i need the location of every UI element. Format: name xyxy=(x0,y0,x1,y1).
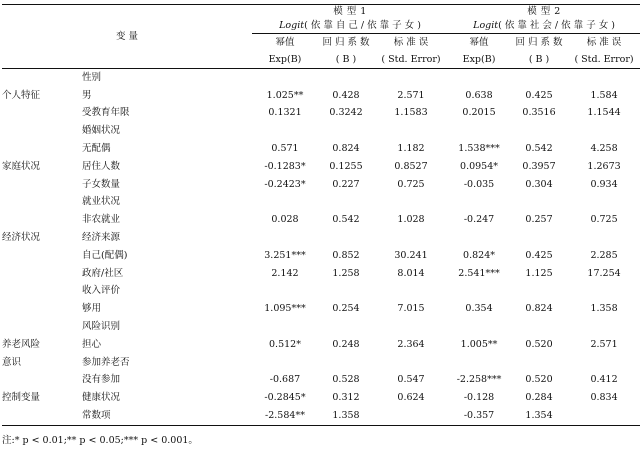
category-cell xyxy=(2,265,82,283)
table-row xyxy=(2,247,640,265)
m2-exp-cell: 2.541*** xyxy=(458,267,500,279)
m1-coef-cell xyxy=(318,318,374,336)
m2-coef-cell: 1.125 xyxy=(525,267,553,279)
m1-coef-cell: 0.3242 xyxy=(329,107,363,119)
m2-coef-cell xyxy=(510,354,568,372)
m2-exp-cell: -0.035 xyxy=(463,178,495,190)
model1-logit-label: Logit xyxy=(279,20,305,31)
m2-exp-cell xyxy=(448,194,510,212)
table-body xyxy=(2,69,640,426)
model2-logit-header xyxy=(448,19,640,34)
m1-se-cell xyxy=(374,354,448,372)
m1-se-cell: 0.547 xyxy=(397,374,425,386)
table-row xyxy=(2,105,640,123)
m1-coef-cell xyxy=(318,122,374,140)
table-row xyxy=(2,194,640,212)
m2-exp-header-bottom: Exp(B) xyxy=(448,51,510,69)
m1-coef-cell: 0.824 xyxy=(332,143,360,155)
m1-coef-cell: 1.258 xyxy=(332,267,360,279)
m2-se-cell xyxy=(568,283,640,301)
variable-header-label: 变 量 xyxy=(115,30,139,42)
m2-coef-cell: 0.425 xyxy=(525,89,553,101)
m1-coef-cell: 1.358 xyxy=(318,407,374,425)
m1-se-cell: 0.624 xyxy=(397,392,425,404)
m1-exp-cell: -0.2845* xyxy=(264,392,306,404)
m1-se-cell xyxy=(374,194,448,212)
m2-se-cell: 0.834 xyxy=(590,392,618,404)
table-row xyxy=(2,318,640,336)
m2-exp-cell: 0.824* xyxy=(463,249,495,261)
m1-se-cell xyxy=(374,407,448,425)
category-cell xyxy=(2,140,82,158)
table-row xyxy=(2,122,640,140)
table-row xyxy=(2,265,640,283)
m1-coef-header-top: 回 归 系 数 xyxy=(322,36,370,48)
table-row xyxy=(2,158,640,176)
m2-coef-cell: 0.304 xyxy=(525,178,553,190)
category-cell xyxy=(2,122,82,140)
m1-se-cell xyxy=(374,283,448,301)
m2-exp-cell: -2.258*** xyxy=(456,374,502,386)
m2-exp-cell: -0.357 xyxy=(448,407,510,425)
m2-se-cell xyxy=(568,407,640,425)
m1-se-cell: 1.028 xyxy=(397,214,425,226)
m1-coef-cell: 0.312 xyxy=(332,392,360,404)
m2-coef-cell xyxy=(510,194,568,212)
variable-cell: 无配偶 xyxy=(82,143,111,155)
m1-exp-cell: -0.2423* xyxy=(264,178,306,190)
m1-se-cell: 2.364 xyxy=(397,338,425,350)
m1-exp-cell xyxy=(252,318,318,336)
m1-coef-cell xyxy=(318,229,374,247)
m2-coef-cell: 0.3516 xyxy=(522,107,556,119)
m2-se-cell: 1.358 xyxy=(590,303,618,315)
table-row xyxy=(2,372,640,390)
table-row xyxy=(2,69,640,87)
m1-coef-header-bottom: ( B ) xyxy=(318,51,374,69)
m1-se-cell: 7.015 xyxy=(397,303,425,315)
m2-se-cell xyxy=(568,194,640,212)
m2-coef-header-bottom: ( B ) xyxy=(510,51,568,69)
variable-cell: 常数项 xyxy=(82,407,252,425)
m2-se-cell xyxy=(568,122,640,140)
m2-se-cell: 1.1544 xyxy=(587,107,621,119)
m2-exp-cell: -0.247 xyxy=(463,214,495,226)
m1-exp-cell: 1.095*** xyxy=(264,303,306,315)
variable-cell: 自己(配偶) xyxy=(82,249,128,261)
m1-exp-cell: 1.025** xyxy=(266,89,304,101)
m2-coef-cell: 0.520 xyxy=(525,338,553,350)
variable-cell: 经济来源 xyxy=(82,232,121,244)
m1-exp-cell xyxy=(252,354,318,372)
table-row xyxy=(2,176,640,194)
model2-logit-label: Logit xyxy=(473,20,499,31)
m2-exp-cell xyxy=(448,122,510,140)
m1-coef-cell: 0.428 xyxy=(332,89,360,101)
m1-coef-cell xyxy=(318,69,374,87)
m2-coef-cell: 1.354 xyxy=(510,407,568,425)
m2-se-header-bottom: ( Std. Error) xyxy=(568,51,640,69)
m2-coef-cell: 0.520 xyxy=(525,374,553,386)
table-row xyxy=(2,283,640,301)
category-cell xyxy=(2,407,82,425)
category-cell: 养老风险 xyxy=(2,338,41,350)
m1-se-header-bottom: ( Std. Error) xyxy=(374,51,448,69)
table-row xyxy=(2,229,640,247)
table-row xyxy=(2,87,640,105)
m2-se-cell xyxy=(568,69,640,87)
m1-coef-cell: 0.542 xyxy=(332,214,360,226)
m2-coef-cell: 0.824 xyxy=(525,303,553,315)
model1-logit-desc: ( 依 靠 自 己 / 依 靠 子 女 ) xyxy=(304,20,421,31)
m2-exp-cell: 0.2015 xyxy=(462,107,496,119)
m2-exp-cell: 0.354 xyxy=(465,303,493,315)
model1-header: 模 型 1 xyxy=(252,5,448,20)
variable-cell: 就业状况 xyxy=(82,196,121,208)
m2-exp-cell xyxy=(448,318,510,336)
m1-exp-cell: 3.251*** xyxy=(264,249,306,261)
model2-logit-desc: ( 依 靠 社 会 / 依 靠 子 女 ) xyxy=(498,20,615,31)
variable-cell: 子女数量 xyxy=(82,178,121,190)
model1-logit-header xyxy=(252,19,448,34)
category-cell xyxy=(2,247,82,265)
category-cell xyxy=(2,318,82,336)
m2-coef-header-top: 回 归 系 数 xyxy=(515,36,563,48)
m1-se-cell xyxy=(374,122,448,140)
m2-exp-cell: 1.005** xyxy=(460,338,498,350)
category-cell: 意识 xyxy=(2,356,22,368)
m1-se-cell xyxy=(374,318,448,336)
m1-se-cell: 1.182 xyxy=(397,143,425,155)
m1-exp-cell: -0.1283* xyxy=(264,160,306,172)
variable-cell: 参加养老否 xyxy=(82,356,130,368)
m2-se-cell xyxy=(568,318,640,336)
m2-se-cell: 0.725 xyxy=(590,214,618,226)
m2-se-cell: 17.254 xyxy=(587,267,621,279)
m1-se-cell xyxy=(374,69,448,87)
m1-exp-cell xyxy=(252,122,318,140)
variable-cell: 男 xyxy=(82,89,92,101)
m2-coef-cell: 0.425 xyxy=(525,249,553,261)
m2-se-cell xyxy=(568,354,640,372)
m2-se-cell: 2.285 xyxy=(590,249,618,261)
m1-se-cell: 8.014 xyxy=(397,267,425,279)
m1-exp-cell xyxy=(252,194,318,212)
m2-coef-cell xyxy=(510,318,568,336)
m1-exp-cell: 2.142 xyxy=(271,267,299,279)
variable-cell: 担心 xyxy=(82,338,102,350)
m2-se-cell: 1.2673 xyxy=(587,160,621,172)
category-cell xyxy=(2,300,82,318)
variable-cell: 居住人数 xyxy=(82,160,121,172)
category-cell xyxy=(2,372,82,390)
m2-se-cell xyxy=(568,229,640,247)
m2-se-cell: 1.584 xyxy=(590,89,618,101)
m1-exp-cell xyxy=(252,283,318,301)
m1-se-cell: 1.1583 xyxy=(394,107,428,119)
m1-coef-cell xyxy=(318,194,374,212)
m1-se-cell: 0.725 xyxy=(397,178,425,190)
category-cell: 控制变量 xyxy=(2,392,41,404)
m1-coef-cell: 0.852 xyxy=(332,249,360,261)
m1-exp-header-bottom: Exp(B) xyxy=(252,51,318,69)
variable-cell: 够用 xyxy=(82,303,102,315)
m1-exp-header-top: 幂值 xyxy=(275,36,295,48)
table-row xyxy=(2,300,640,318)
category-cell: 个人特征 xyxy=(2,89,41,101)
m2-coef-cell: 0.284 xyxy=(525,392,553,404)
variable-cell: 政府/社区 xyxy=(82,267,124,279)
category-cell xyxy=(2,176,82,194)
m2-coef-cell xyxy=(510,229,568,247)
m1-se-cell: 2.571 xyxy=(397,89,425,101)
m2-exp-cell: 1.538*** xyxy=(458,143,500,155)
m1-coef-cell: 0.1255 xyxy=(329,160,363,172)
m2-se-cell: 4.258 xyxy=(590,143,618,155)
m1-exp-cell: -2.584** xyxy=(252,407,318,425)
variable-cell: 健康状况 xyxy=(82,392,121,404)
m1-exp-cell xyxy=(252,229,318,247)
model2-header: 模 型 2 xyxy=(448,5,640,20)
variable-cell: 收入评价 xyxy=(82,285,121,297)
category-cell xyxy=(2,69,82,87)
category-cell: 家庭状况 xyxy=(2,160,41,172)
table-row xyxy=(2,389,640,407)
m2-exp-cell xyxy=(448,69,510,87)
category-cell xyxy=(2,194,82,212)
m1-se-cell: 0.8527 xyxy=(394,160,428,172)
variable-cell: 没有参加 xyxy=(82,374,121,386)
table-row xyxy=(2,211,640,229)
m2-coef-cell: 0.257 xyxy=(525,214,553,226)
category-cell xyxy=(2,105,82,123)
variable-cell: 性别 xyxy=(82,71,102,83)
m1-se-header-top: 标 准 误 xyxy=(393,36,429,48)
m2-se-cell: 0.934 xyxy=(590,178,618,190)
m2-coef-cell: 0.542 xyxy=(525,143,553,155)
m1-coef-cell: 0.248 xyxy=(332,338,360,350)
m2-se-cell: 2.571 xyxy=(590,338,618,350)
m1-se-cell xyxy=(374,229,448,247)
m1-exp-cell: 0.512* xyxy=(269,338,301,350)
m2-exp-cell xyxy=(448,283,510,301)
m1-se-cell: 30.241 xyxy=(394,249,428,261)
m1-exp-cell: 0.1321 xyxy=(268,107,302,119)
table-footnote: 注:* p < 0.01;** p < 0.05;*** p < 0.001。 xyxy=(2,435,198,446)
m1-exp-cell xyxy=(252,69,318,87)
m1-coef-cell: 0.528 xyxy=(332,374,360,386)
variable-cell: 婚姻状况 xyxy=(82,125,121,137)
m2-coef-cell: 0.3957 xyxy=(522,160,556,172)
m2-se-header-top: 标 准 误 xyxy=(586,36,622,48)
m1-coef-cell: 0.227 xyxy=(332,178,360,190)
m1-exp-cell: -0.687 xyxy=(269,374,301,386)
table-row xyxy=(2,407,640,425)
m1-exp-cell: 0.571 xyxy=(271,143,299,155)
category-cell: 经济状况 xyxy=(2,232,41,244)
m2-exp-cell: 0.0954* xyxy=(460,160,499,172)
m2-coef-cell xyxy=(510,283,568,301)
m2-exp-cell xyxy=(448,229,510,247)
m2-exp-cell: 0.638 xyxy=(465,89,493,101)
variable-cell: 风险识别 xyxy=(82,321,121,333)
table-row xyxy=(2,354,640,372)
table-row xyxy=(2,140,640,158)
variable-header xyxy=(2,5,252,69)
table-header xyxy=(2,5,640,69)
m2-exp-cell xyxy=(448,354,510,372)
m2-se-cell: 0.412 xyxy=(590,374,618,386)
m2-coef-cell xyxy=(510,122,568,140)
m1-coef-cell: 0.254 xyxy=(332,303,360,315)
variable-cell: 受教育年限 xyxy=(82,107,130,119)
m2-exp-header-top: 幂值 xyxy=(469,36,489,48)
variable-cell: 非农就业 xyxy=(82,214,121,226)
m1-exp-cell: 0.028 xyxy=(271,214,299,226)
m2-coef-cell xyxy=(510,69,568,87)
regression-table xyxy=(2,4,640,426)
m1-coef-cell xyxy=(318,283,374,301)
m1-coef-cell xyxy=(318,354,374,372)
table-row xyxy=(2,336,640,354)
category-cell xyxy=(2,211,82,229)
category-cell xyxy=(2,283,82,301)
m2-exp-cell: -0.128 xyxy=(463,392,495,404)
